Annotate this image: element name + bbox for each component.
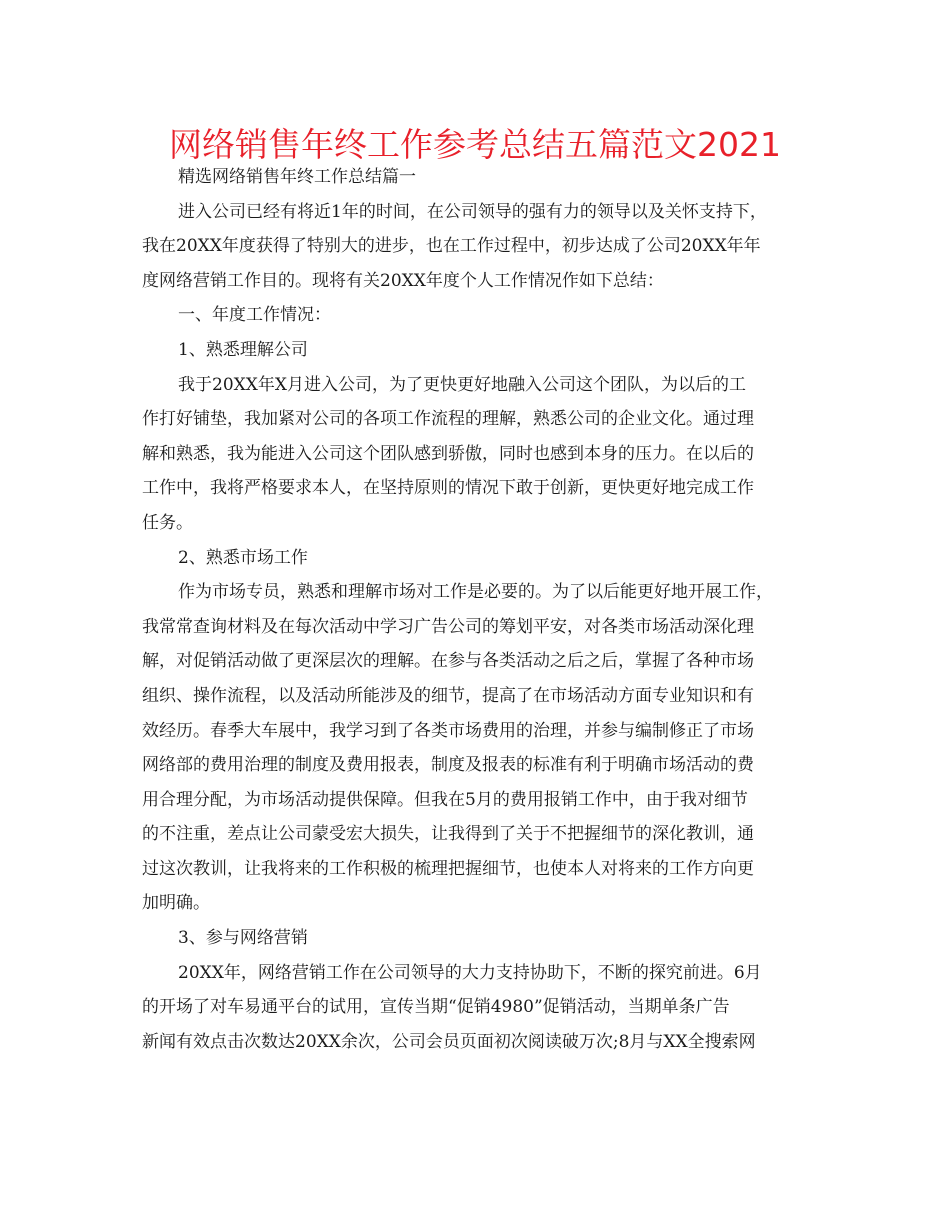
text-line: 我于20XX年X月进入公司，为了更快更好地融入公司这个团队，为以后的工 [178,374,746,395]
text-line: 1、熟悉理解公司 [178,339,308,360]
text-line: 20XX年，网络营销工作在公司领导的大力支持协助下，不断的探究前进。6月 [178,962,762,983]
text-line: 的开场了对车易通平台的试用，宣传当期“促销4980”促销活动，当期单条广告 [142,997,730,1018]
text-line: 一、年度工作情况： [178,305,331,326]
text-line: 解，对促销活动做了更深层次的理解。在参与各类活动之后之后，掌握了各种市场 [142,651,754,672]
text-line: 度网络营销工作目的。现将有关20XX年度个人工作情况作如下总结： [142,270,664,291]
text-line: 我常常查询材料及在每次活动中学习广告公司的筹划平安，对各类市场活动深化理 [142,616,754,637]
document-body [142,160,822,1059]
text-line: 用合理分配，为市场活动提供保障。但我在5月的费用报销工作中，由于我对细节 [142,789,748,810]
text-line: 2、熟悉市场工作 [178,547,308,568]
text-line: 工作中，我将严格要求本人，在坚持原则的情况下敢于创新，更快更好地完成工作 [142,478,754,499]
text-line: 的不注重，差点让公司蒙受宏大损失，让我得到了关于不把握细节的深化教训，通 [142,824,754,845]
text-line: 过这次教训，让我将来的工作积极的梳理把握细节，也使本人对将来的工作方向更 [142,858,754,879]
text-line: 作为市场专员，熟悉和理解市场对工作是必要的。为了以后能更好地开展工作， [178,582,773,603]
text-line: 组织、操作流程，以及活动所能涉及的细节，提高了在市场活动方面专业知识和有 [142,685,754,706]
text-line: 作打好铺垫，我加紧对公司的各项工作流程的理解，熟悉公司的企业文化。通过理 [142,409,754,430]
document-title: 网络销售年终工作参考总结五篇范文2021 [169,125,781,164]
text-line: 精选网络销售年终工作总结篇一 [178,167,416,187]
text-line: 新闻有效点击次数达20XX余次，公司会员页面初次阅读破万次;8月与XX全搜索网 [142,1031,756,1052]
text-line: 加明确。 [142,893,210,914]
text-line: 解和熟悉，我为能进入公司这个团队感到骄傲，同时也感到本身的压力。在以后的 [142,443,754,464]
text-line: 进入公司已经有将近1年的时间，在公司领导的强有力的领导以及关怀支持下， [178,201,767,222]
text-line: 效经历。春季大车展中，我学习到了各类市场费用的治理，并参与编制修正了市场 [142,720,754,741]
text-line: 3、参与网络营销 [178,928,308,949]
text-line: 任务。 [142,512,193,533]
text-line: 网络部的费用治理的制度及费用报表，制度及报表的标准有利于明确市场活动的费 [142,755,754,776]
text-line: 我在20XX年度获得了特别大的进步，也在工作过程中，初步达成了公司20XX年年 [142,236,761,257]
